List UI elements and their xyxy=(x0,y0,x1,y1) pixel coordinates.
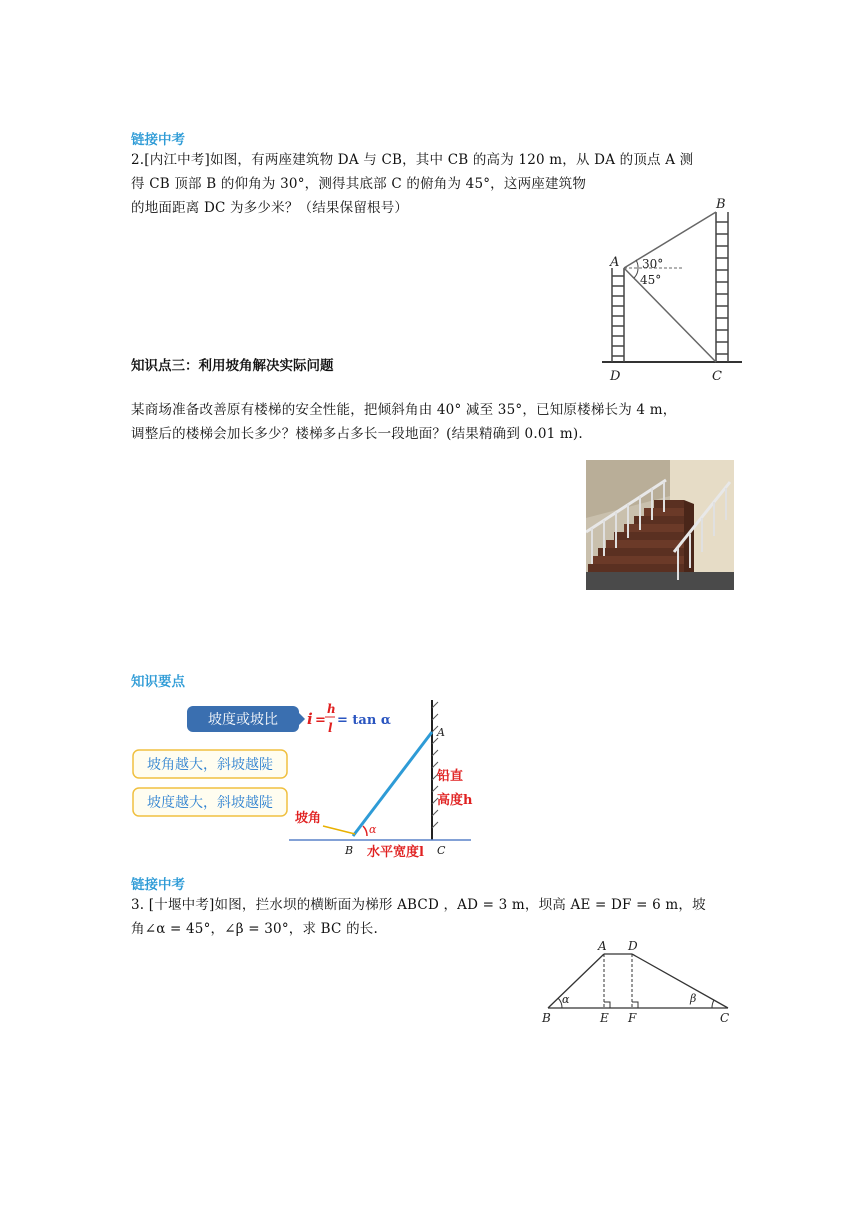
label-c-dam: C xyxy=(720,1011,730,1025)
formula-eq1: = xyxy=(315,713,326,728)
dam-trapezoid-figure xyxy=(538,938,738,1028)
slope-concept-figure xyxy=(131,694,481,864)
label-a: A xyxy=(610,255,620,270)
label-c: C xyxy=(712,369,722,384)
stairs-problem-line-2: 调整后的楼梯会加长多少？楼梯多占多长一段地面？(结果精确到 0.01 m). xyxy=(131,426,583,442)
buildings-figure xyxy=(596,194,746,384)
slope-line xyxy=(353,732,432,836)
beta-label-dam: β xyxy=(690,992,697,1005)
vertical-label-2: 高度h xyxy=(437,793,473,808)
alpha-label: α xyxy=(369,823,377,836)
sight-line-ab xyxy=(624,212,716,268)
building-cb xyxy=(716,212,728,362)
sight-line-ac xyxy=(624,268,716,362)
section-title-key-points: 知识要点 xyxy=(131,674,185,690)
formula-tan: = tan α xyxy=(337,713,391,728)
box-angle-steeper: 坡角越大，斜坡越陡 xyxy=(147,757,273,773)
label-c-slope: C xyxy=(437,844,446,857)
box-slope-ratio: 坡度或坡比 xyxy=(208,712,278,728)
problem-2-line-1: 2.[内江中考]如图，有两座建筑物 DA 与 CB，其中 CB 的高为 120 m，从 DA 的顶点 A 测 xyxy=(131,152,694,168)
section-title-link-exam-2: 链接中考 xyxy=(131,877,185,893)
label-a-slope: A xyxy=(437,726,445,739)
problem-3-line-2: 角∠α = 45°，∠β = 30°，求 BC 的长. xyxy=(131,921,378,937)
formula-l: l xyxy=(328,721,333,735)
label-f-dam: F xyxy=(628,1011,637,1025)
alpha-label-dam: α xyxy=(562,993,570,1006)
angle-45-label: 45° xyxy=(640,273,662,287)
label-b: B xyxy=(716,197,726,212)
label-b-slope: B xyxy=(345,844,354,857)
formula-h: h xyxy=(327,702,336,716)
problem-2-line-2: 得 CB 顶部 B 的仰角为 30°，测得其底部 C 的俯角为 45°，这两座建筑物 xyxy=(131,176,587,192)
section-title-link-exam-1: 链接中考 xyxy=(131,132,185,148)
slope-angle-label: 坡角 xyxy=(295,811,322,826)
angle-30-label: 30° xyxy=(642,257,664,271)
label-b-dam: B xyxy=(542,1011,551,1025)
staircase-image xyxy=(586,460,734,590)
label-d: D xyxy=(610,369,621,384)
vertical-label-1: 铅直 xyxy=(437,769,464,784)
box-gradient-steeper: 坡度越大，斜坡越陡 xyxy=(147,795,273,811)
problem-2-line-3: 的地面距离 DC 为多少米？（结果保留根号） xyxy=(131,200,409,216)
label-d-dam: D xyxy=(628,939,638,953)
formula-i: i xyxy=(307,710,313,728)
stairs-problem-line-1: 某商场准备改善原有楼梯的安全性能，把倾斜角由 40° 减至 35°，已知原楼梯长为 4 m， xyxy=(131,402,677,418)
building-da xyxy=(612,268,624,362)
label-e-dam: E xyxy=(600,1011,609,1025)
knowledge-point-3-title: 知识点三：利用坡角解决实际问题 xyxy=(131,358,334,374)
label-a-dam: A xyxy=(598,939,607,953)
horizontal-label: 水平宽度l xyxy=(367,845,424,860)
problem-3-line-1: 3. [十堰中考]如图，拦水坝的横断面为梯形 ABCD ，AD = 3 m，坝高 AE = DF = 6 m，坡 xyxy=(131,897,706,913)
